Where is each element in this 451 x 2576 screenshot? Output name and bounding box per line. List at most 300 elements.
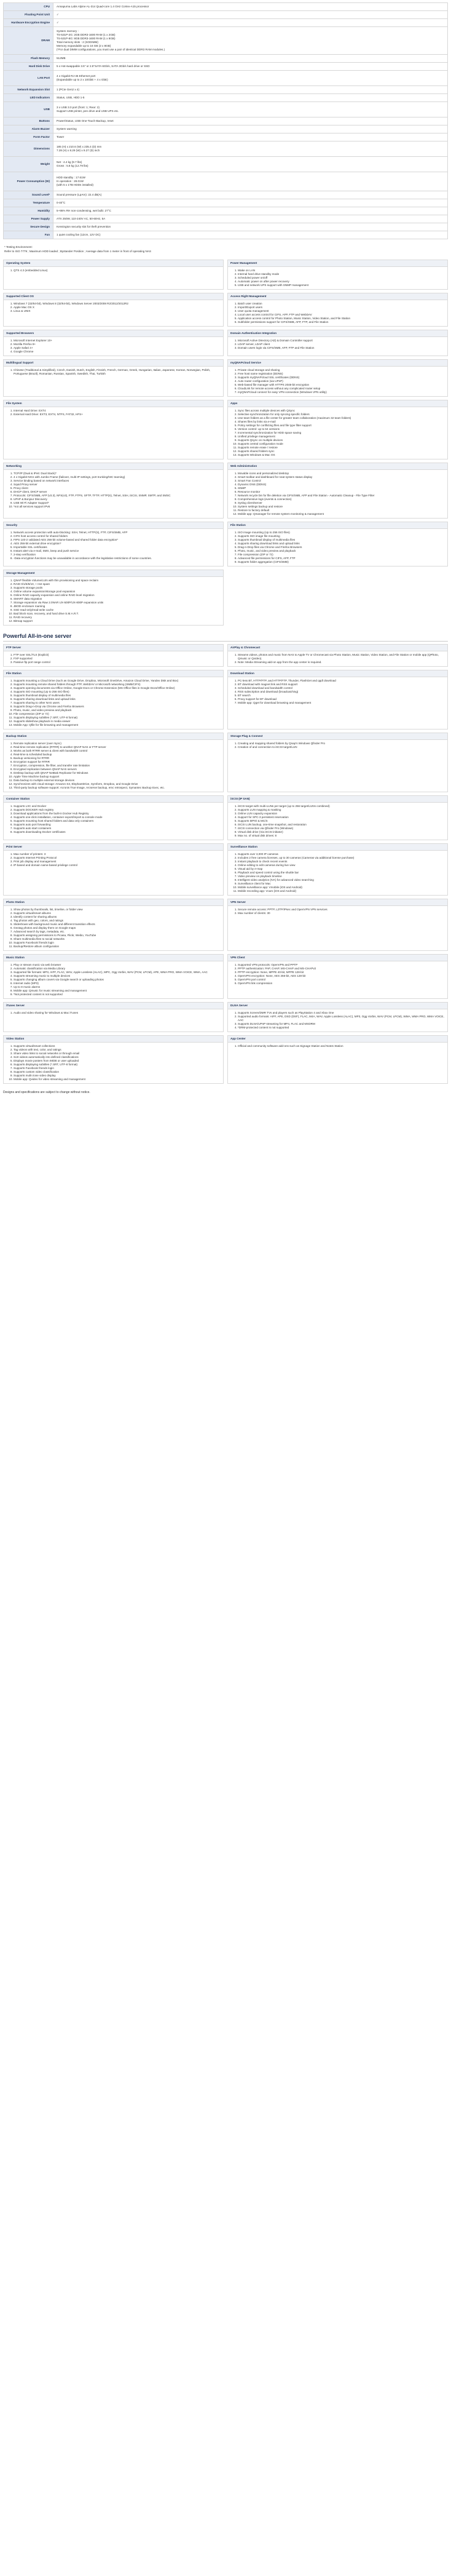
spec-row-buttons xyxy=(4,117,448,125)
feature-item: 9. Max no. of virtual disk drives: 8 xyxy=(238,834,445,838)
feature-card-multilingual-support xyxy=(3,359,224,397)
spec-value-line: 185 (H) x 210.6 (W) x 235.4 (D) mm xyxy=(57,145,102,148)
spec-label: Temperature xyxy=(4,199,53,207)
feature-item: 1. Internal Hard Drive: EXT4 xyxy=(14,409,221,413)
feature-list xyxy=(228,337,447,352)
feature-card-title: Supported Client OS xyxy=(4,293,223,300)
feature-card-dlna-server xyxy=(227,1002,448,1032)
feature-item: 6. Supports sharing download links and upload links xyxy=(14,698,221,701)
feature-card-title: App Center xyxy=(228,1036,447,1043)
feature-list xyxy=(4,470,223,511)
spec-label: Alarm Buzzer xyxy=(4,125,53,133)
feature-item: 4. Tag photos with geo, colors, and ratings xyxy=(14,919,221,923)
feature-item: 12. Supports shared folders sync xyxy=(238,450,445,453)
feature-item: 8. Supports Drag-n-Drop via Chrome and Firefox Browsers xyxy=(14,705,221,709)
spec-value xyxy=(53,231,448,239)
feature-card-title: Multilingual Support xyxy=(4,360,223,367)
feature-item: 2. Supports virtual/smart albums xyxy=(14,912,221,915)
feature-card-supported-client-os xyxy=(3,293,224,327)
feature-item: 2. RAID 0/1/5/6/10, + Hot spare xyxy=(14,582,221,586)
feature-item: 2. Note: Media Streaming add-on app from the app center is required. xyxy=(238,661,445,664)
feature-item: 10. *not all services support IPv6 xyxy=(14,505,221,509)
feature-item: 12. Mobile app: Qmanager for remote system monitoring & management xyxy=(238,512,445,516)
feature-item: 5. OpenVPN port control xyxy=(238,978,445,982)
spec-value-line: Net : 4.4 kg (9.7 lbs) xyxy=(57,161,82,164)
feature-list xyxy=(228,1043,447,1050)
feature-item: 1. Supported VPN protocols: OpenVPN and PPTP xyxy=(238,963,445,967)
feature-item: 2. 4 x Gigabit NICs with Jumbo Frame (failover, multi-IP settings, port trunking/NIC teaming) xyxy=(14,475,221,479)
feature-item: 2. Apple Mac OS X xyxy=(14,306,221,309)
spec-value-line: 512MB xyxy=(57,57,66,60)
feature-item: 4. AES 256-bit external drive encryption* xyxy=(14,542,221,546)
spec-label: Power Consumption (W) xyxy=(4,172,53,191)
spec-row-hardware-encryption-engine xyxy=(4,19,448,27)
spec-value-line: ATX 250W, 110-240V AC, 50-60Hz, 5A xyxy=(57,217,106,220)
feature-item: 5. Supports MPIO & MC/S xyxy=(238,819,445,823)
feature-list xyxy=(228,470,447,518)
feature-item: 6. Subfolder permissions support for CIFS/SMB, AFP, FTP, and File Station xyxy=(238,320,445,324)
feature-card-title: File Station xyxy=(4,670,223,677)
feature-item: 3. Apple Safari 4+ xyxy=(14,346,221,350)
spec-value-line: (Expandable up to 2 x 10GbE + 4 x GbE) xyxy=(57,78,108,81)
feature-item: 2. Supports DOCKER Hub registry xyxy=(14,808,221,812)
feature-item: 4. Automatic power on after power recovery xyxy=(238,280,445,284)
feature-item: 1. iSCSI target with multi-LUNs per target (up to 256 target/LUNs combined) xyxy=(238,805,445,808)
feature-item: 6. Playback and speed control using the shuttle bar xyxy=(238,871,445,875)
spec-value xyxy=(53,191,448,199)
feature-item: 3. Works as both RTRR server & client with bandwidth control xyxy=(14,749,221,753)
feature-item: 6. Geotag photos and display them on Google maps xyxy=(14,926,221,930)
spec-label: Sound Level* xyxy=(4,191,53,199)
spec-value xyxy=(53,125,448,133)
feature-list xyxy=(228,300,447,326)
spec-value xyxy=(53,215,448,223)
feature-item: 1. PC-less BT, HTTP/FTP, and HTTP/FTP, Thunder, FlashGet and qqdl download xyxy=(238,679,445,683)
feature-card-power-management xyxy=(227,260,448,290)
feature-list xyxy=(228,407,447,459)
feature-item: 8. Comprehensive logs (events & connection) xyxy=(238,498,445,501)
feature-card-title: Storage Plug & Connect xyxy=(228,733,447,740)
feature-card-title: iTunes Server xyxy=(4,1003,223,1009)
feature-list xyxy=(4,651,223,666)
feature-item: 1. Supports LXC and Docker xyxy=(14,805,221,808)
feature-card-title: Surveillance Station xyxy=(228,844,447,851)
feature-item: 3. Supported file formats: MP3, AIFF, FLAC, WAV, Apple Lossless (ALAC), MPC, Ogg Vorbis, WAV (PCM, LPCM), APE, WMA PRO, WMA VOICE, WMA, AAC xyxy=(14,971,221,974)
feature-item: 9. USB Wi-Fi Adapter Support* xyxy=(14,501,221,505)
spec-value xyxy=(53,133,448,141)
spec-value xyxy=(53,19,448,27)
spec-row-floating-point-unit xyxy=(4,11,448,19)
feature-item: 7. 2-step verification xyxy=(14,553,221,557)
feature-item: 1. Show photos by thumbnails, list, timeline, or folder view xyxy=(14,908,221,912)
feature-item: 3. FIPS 140-2 validated AES 256-bit volume-based and shared folder data encryption* xyxy=(14,538,221,542)
feature-card-surveillance-station xyxy=(227,843,448,896)
feature-item: 3. Supports myQNAPcloud SSL certificates (DDNS) xyxy=(238,376,445,380)
feature-item: 7. Incremental synchronization for HDD space saving xyxy=(238,431,445,435)
feature-card-title: Supported Browsers xyxy=(4,330,223,337)
spec-value xyxy=(53,86,448,94)
feature-card-itunes-server xyxy=(3,1002,224,1032)
spec-value-line: 4 x Gigabit RJ-45 Ethernet port xyxy=(57,74,96,78)
spec-label: Floating Point Unit xyxy=(4,11,53,19)
feature-item: 5. Importable SSL certificates xyxy=(14,546,221,549)
feature-item: 1. Streams videos, photos and music from NAS to Apple TV or Chromecast via Photo Station, Music Station, Video Station, and File Station or mobile app (QPhoto, Qmusic or Qvideo). xyxy=(238,653,445,661)
feature-list xyxy=(4,300,223,315)
feature-card-airplay-chromecast xyxy=(227,644,448,667)
feature-item: 4. Google Chrome xyxy=(14,350,221,354)
feature-item: 2. Includes 2 free camera licenses, up to 30 cameras (Cameras via additional license purchase) xyxy=(238,856,445,860)
spec-value-line: 7.28 (H) x 8.29 (W) x 9.27 (D) inch xyxy=(57,149,100,152)
feature-list xyxy=(228,367,447,396)
spec-value-line: 1 quiet cooling fan (12cm, 12V DC) xyxy=(57,233,101,236)
feature-item: 7. Up to 8 music alarms xyxy=(14,985,221,989)
feature-list xyxy=(4,1043,223,1083)
feature-item: 1. Supports mounting a Cloud Drive (such as Google Drive, Dropbox, Microsoft OneDrive, Amazon Cloud Drive, Yandex Disk and Box) xyxy=(14,679,221,683)
feature-list xyxy=(4,961,223,998)
feature-item: 11. RAID recovery xyxy=(14,616,221,619)
feature-item: 11. Supports displaying subtitles (*.SRT, UTF-8 format) xyxy=(14,716,221,720)
note-line: Refer to ISO 7779 ; Maximum HDD loaded ; Bystander Position ; Average data from 1 meter in front of operating NAS xyxy=(4,250,151,253)
spec-row-weight xyxy=(4,157,448,172)
spec-label: Hard Disk Drive xyxy=(4,63,53,71)
spec-value-line: (*For dual DIMM configurations, you must use a pair of identical DDR3 RAM modules.) xyxy=(57,48,165,51)
feature-item: 12. Bitmap support xyxy=(14,619,221,623)
feature-card-file-system xyxy=(3,400,224,459)
feature-item: 2. Internal hard drive standby mode xyxy=(238,272,445,276)
feature-item: 10. Supports Facebook friends login xyxy=(14,941,221,945)
feature-item: 3. PPTP encryption: None, MPPE 40-bit, MPPE 128-bit xyxy=(238,971,445,974)
spec-value-line: TS-531P-8G: 8GB DDR3-1600 RAM (1 x 8GB) xyxy=(57,37,116,40)
feature-item: 9. *Not protected content is not supported xyxy=(14,993,221,996)
feature-item: 5. Backup versioning for RTRR xyxy=(14,757,221,760)
feature-item: 8. Intelligent video analytics (IVA) for advanced video searching xyxy=(238,878,445,882)
feature-card-file-station xyxy=(3,670,224,729)
spec-table xyxy=(3,2,448,239)
feature-list xyxy=(228,803,447,840)
feature-card-title: Domain Authentication Integration xyxy=(228,330,447,337)
feature-item: 3. Share video links to social networks or through email xyxy=(14,1052,221,1055)
feature-list xyxy=(4,337,223,356)
feature-list xyxy=(4,577,223,625)
spec-value xyxy=(53,94,448,102)
feature-item: 8. UPnP & Bonjour Discovery xyxy=(14,498,221,501)
feature-item: 2. Tag videos with text, color, and ratings xyxy=(14,1048,221,1052)
server-features-grid xyxy=(3,644,448,1087)
feature-item: 2. FXP supported xyxy=(14,657,221,661)
feature-card-ftp-server xyxy=(3,644,224,667)
spec-row-secure-design xyxy=(4,223,448,231)
feature-item: 7. Network recycle bin for file deletion via CIFS/SMB, AFP and File Station - Automatic Cleanup - File Type Filter xyxy=(238,494,445,498)
spec-row-usb xyxy=(4,102,448,117)
feature-card-title: myQNAPcloud Service xyxy=(228,360,447,367)
spec-row-form-factor xyxy=(4,133,448,141)
testing-notes xyxy=(4,245,447,253)
feature-list xyxy=(228,267,447,289)
feature-item: 12. Synchronizes with cloud storage: Amazon S3, ElephantDrive, Symform, Dropbox, and Google Drive xyxy=(14,782,221,786)
feature-item: 11. Backup/Restore album configuration xyxy=(14,945,221,948)
feature-item: 2. External Hard Drive: EXT3, EXT4, NTFS, FAT32, HFS+ xyxy=(14,413,221,416)
feature-item: 8. Supports custom video classification xyxy=(14,1070,221,1074)
feature-card-supported-browsers xyxy=(3,330,224,356)
spec-row-dram xyxy=(4,27,448,55)
feature-list xyxy=(4,740,223,792)
spec-value xyxy=(53,141,448,157)
spec-label: Weight xyxy=(4,157,53,172)
feature-item: 1. ISO image mounting (Up to 256 ISO files) xyxy=(238,531,445,535)
spec-value xyxy=(53,3,448,11)
feature-list xyxy=(228,851,447,895)
feature-item: 8. Supports downloading Docker certificates xyxy=(14,830,221,834)
feature-item: 6. DHCP client, DHCP server xyxy=(14,490,221,494)
feature-item: 4. Dynamic DNS (DDNS) xyxy=(238,483,445,487)
feature-item: 8. Encrypted replication between QNAP NAS servers xyxy=(14,768,221,771)
feature-item: 1. Play or stream music via web browser xyxy=(14,963,221,967)
feature-item: 3. Supports DLNA/UPnP streaming for MP4, FLAC and MSDRM xyxy=(238,1022,445,1026)
feature-item: 3. User quota management xyxy=(238,309,445,313)
feature-item: 3. Scheduled download and bandwidth control xyxy=(238,686,445,690)
feature-item: 1. Batch user creation xyxy=(238,302,445,306)
feature-item: 1. Windows 7 (32/64-bit), Windows 8 (32/64-bit), Windows Server 2003/2008 R2/2012/2012R2 xyxy=(14,302,221,306)
feature-item: 9. Surveillance client for Mac xyxy=(238,882,445,886)
feature-item: 9. Photo, music, and video preview and playback xyxy=(14,709,221,712)
feature-item: 10. Mobile surveillance app: Vmobile (iOS and Android) xyxy=(238,886,445,889)
feature-card-title: Power Management xyxy=(228,260,447,267)
spec-value-line: 1 (PCIe Gen2 x 4) xyxy=(57,88,80,91)
spec-row-flash-memory xyxy=(4,55,448,63)
spec-value-line: Annapurna Labs Alpine AL-314 Quad-core 1.4 GHz Cortex-A15 processor xyxy=(57,5,149,8)
feature-item: 4. Auto router configuration (via UPnP) xyxy=(238,380,445,383)
feature-item: 7. myQNAPcloud connect for easy VPN connection (Windows VPN utility) xyxy=(238,391,445,394)
feature-item: 2. Supports ISO image file mounting xyxy=(238,535,445,538)
feature-item: 5. Supports thumbnail display of multimedia files xyxy=(14,694,221,698)
feature-item: 3. Online LUN capacity expansion xyxy=(238,812,445,816)
feature-card-operating-system xyxy=(3,260,224,290)
powerful-server-heading: Powerful All-in-one server xyxy=(3,632,448,642)
spec-value-line: 5~95% RH non-condensing, wet bulb: 27°C xyxy=(57,209,111,212)
feature-item: 3. Linux & UNIX xyxy=(14,309,221,313)
feature-item: 5. Drag-n-Drop files via Chrome and Firefox Browsers xyxy=(238,546,445,549)
feature-item: 3. Domain users login via CIFS/SMB, AFP, FTP and File Station xyxy=(238,346,445,350)
feature-item: 6. Internet radio (MP3) xyxy=(14,982,221,985)
feature-item: 2. CIFS host access control for shared folders xyxy=(14,535,221,538)
feature-card-title: DLNA Server xyxy=(228,1003,447,1009)
feature-item: 2. Import/Export users xyxy=(238,306,445,309)
feature-item: 6. Instant alert via e-mail, SMS, beep and push service xyxy=(14,549,221,553)
feature-item: 4. Online editing to edit cameras during live view xyxy=(238,864,445,867)
feature-item: 13. Third-party backup software support: Acronis True Image, Arcserve backup, emc retrospect, Symantec Backup Exec, etc. xyxy=(14,786,221,790)
feature-item: 1. TCP/IP (Dual & IPv6: Dual Stack)* xyxy=(14,472,221,475)
feature-item: 2. Supported audio formats: AIFF, APE, DSD (DSF), FLAC, M4A, WAV, Apple Lossless (ALAC), MP3, Ogg Vorbis, WAV (PCM, LPCM), WMA, WMA PRO, WMA VOICE, AAC xyxy=(238,1015,445,1022)
feature-item: 2. Mozilla Firefox 8+ xyxy=(14,343,221,346)
feature-item: 5. Supports mounting host shared folders and data only containers xyxy=(14,819,221,823)
spec-value xyxy=(53,11,448,19)
spec-value xyxy=(53,102,448,117)
feature-item: 3. Passive ftp port range control xyxy=(14,661,221,664)
feature-item: 1. Microsoft Active Directory (AD) & Domain Controller support xyxy=(238,339,445,343)
feature-item: 9. Supports Qsync on multiple devices xyxy=(238,439,445,442)
feature-item: 8. Advanced file permissions for CIFS, AFP, FTP xyxy=(238,557,445,560)
spec-value-line: ✓ xyxy=(57,21,59,24)
spec-value-line: Gross : 5.8 kg (12.79 lbs) xyxy=(57,164,88,167)
feature-card-print-server xyxy=(3,843,224,896)
feature-item: 6. Supports displaying subtitles (*.SRT, UTF-8 format) xyxy=(14,1063,221,1067)
spec-value xyxy=(53,223,448,231)
spec-row-network-expansion-slot xyxy=(4,86,448,94)
feature-item: 4. *DRM-protected content is not supported xyxy=(238,1026,445,1030)
spec-label: CPU xyxy=(4,3,53,11)
spec-value xyxy=(53,207,448,215)
feature-item: 5. Visual aid by e-map xyxy=(238,867,445,871)
feature-item: 2. Supports LUN mapping & masking xyxy=(238,808,445,812)
feature-item: 3. Print job display and management xyxy=(14,860,221,864)
feature-item: 11. Restore to factory default xyxy=(238,509,445,512)
feature-item: 1. Official and community software add-ons such as Signage Station and Notes Station xyxy=(238,1044,445,1048)
feature-item: 7. iSCSI connection via Qfinder Pro (Windows) xyxy=(238,827,445,830)
spec-value xyxy=(53,172,448,191)
feature-item: 5. Proxy client xyxy=(14,487,221,490)
spec-row-humidity xyxy=(4,207,448,215)
feature-card-title: Networking xyxy=(4,463,223,470)
feature-item: 3. Instant playback to check recent events xyxy=(238,860,445,864)
feature-card-vpn-client xyxy=(227,954,448,999)
feature-item: 2. Automatic classification via Media Library xyxy=(14,967,221,971)
spec-row-sound-level xyxy=(4,191,448,199)
feature-item: 1. Creating and mapping shared folders by Qnap's Windows Qfinder Pro xyxy=(238,742,445,745)
feature-card-title: Download Station xyxy=(228,670,447,677)
feature-item: 10. Apple Time Machine backup support xyxy=(14,775,221,779)
feature-list xyxy=(4,851,223,869)
feature-item: 8. Virtual disk drive (Via iSCSI initiator) xyxy=(238,830,445,834)
feature-item: 5. Application access control for Photo Station, Music Station, Video Station, and File Station xyxy=(238,317,445,320)
feature-item: 1. Private cloud storage and sharing xyxy=(238,368,445,372)
feature-item: 4. Supports ISO mounting (Up to 256 ISO files) xyxy=(14,690,221,694)
feature-item: 2. LDAP server, LDAP client xyxy=(238,343,445,346)
feature-item: 6. Encryption support for RTRR xyxy=(14,760,221,764)
spec-value-line: In operation : 28.01W xyxy=(57,180,84,183)
feature-card-title: Music Station xyxy=(4,955,223,961)
feature-item: 8. Supports assigning permissions to Picasa, Flickr, Weibo, YouTube xyxy=(14,934,221,937)
feature-list xyxy=(228,651,447,666)
feature-item: 1. Wake on LAN xyxy=(238,269,445,272)
spec-row-temperature xyxy=(4,199,448,207)
feature-card-title: VPN Client xyxy=(228,955,447,961)
spec-label: Humidity xyxy=(4,207,53,215)
spec-label: Buttons xyxy=(4,117,53,125)
spec-value-line: 5 x Hot-swappable 3.5" or 2.5"SATA 6Gb/s, SATA 3Gb/s hard drive or SSD xyxy=(57,65,150,68)
spec-row-power-consumption-w xyxy=(4,172,448,191)
feature-card-title: Container Station xyxy=(4,796,223,803)
feature-card-networking xyxy=(3,463,224,519)
spec-value-line: HDD standby : 17.61W xyxy=(57,176,85,179)
feature-item: 7. Supports Facebook friends login xyxy=(14,1067,221,1070)
feature-card-storage-management xyxy=(3,570,224,626)
feature-item: 1. Supports virtual/smart collections xyxy=(14,1044,221,1048)
feature-card-title: VPN Server xyxy=(228,899,447,906)
feature-item: 9. SSD read-only/read-write cache xyxy=(14,608,221,612)
feature-list xyxy=(228,906,447,917)
feature-item: 3. Download applications from the built-in Docker Hub Registry xyxy=(14,812,221,816)
feature-item: 2. BT download with magnet link and RSS support xyxy=(238,683,445,686)
feature-item: 6. CloudLink for remote access without any complicated router setup xyxy=(238,387,445,391)
feature-item: 1. Supports over 3,000 IP cameras xyxy=(238,853,445,856)
feature-item: 9. Supports folder aggregation (CIFS/SMB) xyxy=(238,560,445,564)
spec-label: LAN Port xyxy=(4,71,53,86)
feature-item: 1. Secure remote access: PPTP, L2TP/IPsec and OpenVPN VPN services xyxy=(238,908,445,912)
feature-list xyxy=(4,367,223,378)
feature-item: 2. Selective synchronization for only syncing specific folders xyxy=(238,413,445,416)
feature-item: 1. Movable icons and personalized desktop xyxy=(238,472,445,475)
spec-row-power-supply xyxy=(4,215,448,223)
feature-list xyxy=(228,529,447,566)
feature-item: 6. iSCSI LUN backup, one-time snapshot, and restoration xyxy=(238,823,445,827)
feature-item: 10. Mobile app: Qvideo for video streaming and management xyxy=(14,1078,221,1081)
spec-label: Power Supply xyxy=(4,215,53,223)
feature-item: 7. File compression (ZIP or 7z) xyxy=(238,553,445,557)
feature-card-title: File System xyxy=(4,400,223,407)
feature-item: 4. OpenVPN encryption: None, AES 256-bit, AES 128-bit xyxy=(238,974,445,978)
spec-value-line: ✓ xyxy=(57,13,59,16)
spec-row-alarm-buzzer xyxy=(4,125,448,133)
spec-label: Hardware Encryption Engine xyxy=(4,19,53,27)
feature-item: 8. JBOD enclosure roaming xyxy=(14,605,221,608)
feature-item: 4. Shares files by links via e-mail xyxy=(238,420,445,424)
spec-value-line: Sound pressure (LpAm): 22.4 dB(A) xyxy=(57,193,102,196)
feature-list xyxy=(228,740,447,751)
feature-item: 3. Scheduled power on/off xyxy=(238,276,445,280)
feature-item: 6. SMART data migration xyxy=(14,597,221,601)
spec-label: Network Expansion Slot xyxy=(4,86,53,94)
spec-value-line: System warning xyxy=(57,127,77,130)
feature-item: 8. Unified privilege management xyxy=(238,435,445,439)
feature-item: 1. FTP over SSL/TLS (Explicit) xyxy=(14,653,221,657)
feature-item: 2. Real-time remote replication (RTRR) to another QNAP NAS or FTP server xyxy=(14,745,221,749)
feature-item: 3. Supports thumbnail display of multimedia files xyxy=(238,538,445,542)
feature-item: 1. Chinese (Traditional & Simplified), Czech, Danish, Dutch, English, Finnish, French, German, Greek, Hungarian, Italian, Japanese, Korean, Norwegian, Polish, Portuguese (Brazil), Romanian, Russian, Spanish, Swedish, Thai, Turkish xyxy=(14,368,221,376)
spec-value xyxy=(53,55,448,63)
feature-item: 9. Supports multi-zone video display xyxy=(14,1074,221,1078)
feature-card-access-right-management xyxy=(227,293,448,327)
spec-value-line: 0-40°C xyxy=(57,201,66,204)
feature-item: 4. Real-time & scheduled backup xyxy=(14,753,221,757)
feature-item: 13. Supports Windows & Mac OS xyxy=(238,453,445,457)
feature-list xyxy=(4,529,223,562)
spec-value-line: Memory expandable up to 16 GB (2 x 8GB) xyxy=(57,44,111,47)
spec-label: LED Indicators xyxy=(4,94,53,102)
spec-value xyxy=(53,27,448,55)
feature-list xyxy=(228,1009,447,1032)
feature-item: 6. Supports auto port forwarding xyxy=(14,823,221,827)
spec-row-hard-disk-drive xyxy=(4,63,448,71)
feature-item: 7. Supports auto start containers xyxy=(14,827,221,830)
feature-item: 7. Encryption, compression, file filter, and transfer rate limitation xyxy=(14,764,221,768)
feature-item: 6. OpenVPN link compression xyxy=(238,982,445,985)
feature-card-vpn-server xyxy=(227,899,448,951)
feature-card-security xyxy=(3,522,224,566)
feature-card-title: Operating System xyxy=(4,260,223,267)
feature-card-title: Print Server xyxy=(4,844,223,851)
software-features-grid xyxy=(3,260,448,629)
feature-item: 7. Storage expansion via Raw 2.0NAR UX-500P/UX-800P expansion units xyxy=(14,601,221,605)
feature-item: 3. Identify content for sharing albums xyxy=(14,915,221,919)
feature-item: 7. Mobile app: Qget for download browsing and management xyxy=(238,701,445,705)
feature-item: 1. Audio and video sharing for Windows & Mac iTunes xyxy=(14,1011,221,1015)
feature-item: 8. Mobile app: Qmusic for music streaming and management xyxy=(14,989,221,993)
feature-item: 2. Smart toolbar and dashboard for neat system status display xyxy=(238,475,445,479)
feature-card-title: iSCSI (IP SAN) xyxy=(228,796,447,803)
feature-item: 11. Data backup to multiple external storage devices xyxy=(14,779,221,782)
feature-card-domain-authentication-integration xyxy=(227,330,448,356)
feature-item: 6. Proxy support for BT download xyxy=(238,698,445,701)
